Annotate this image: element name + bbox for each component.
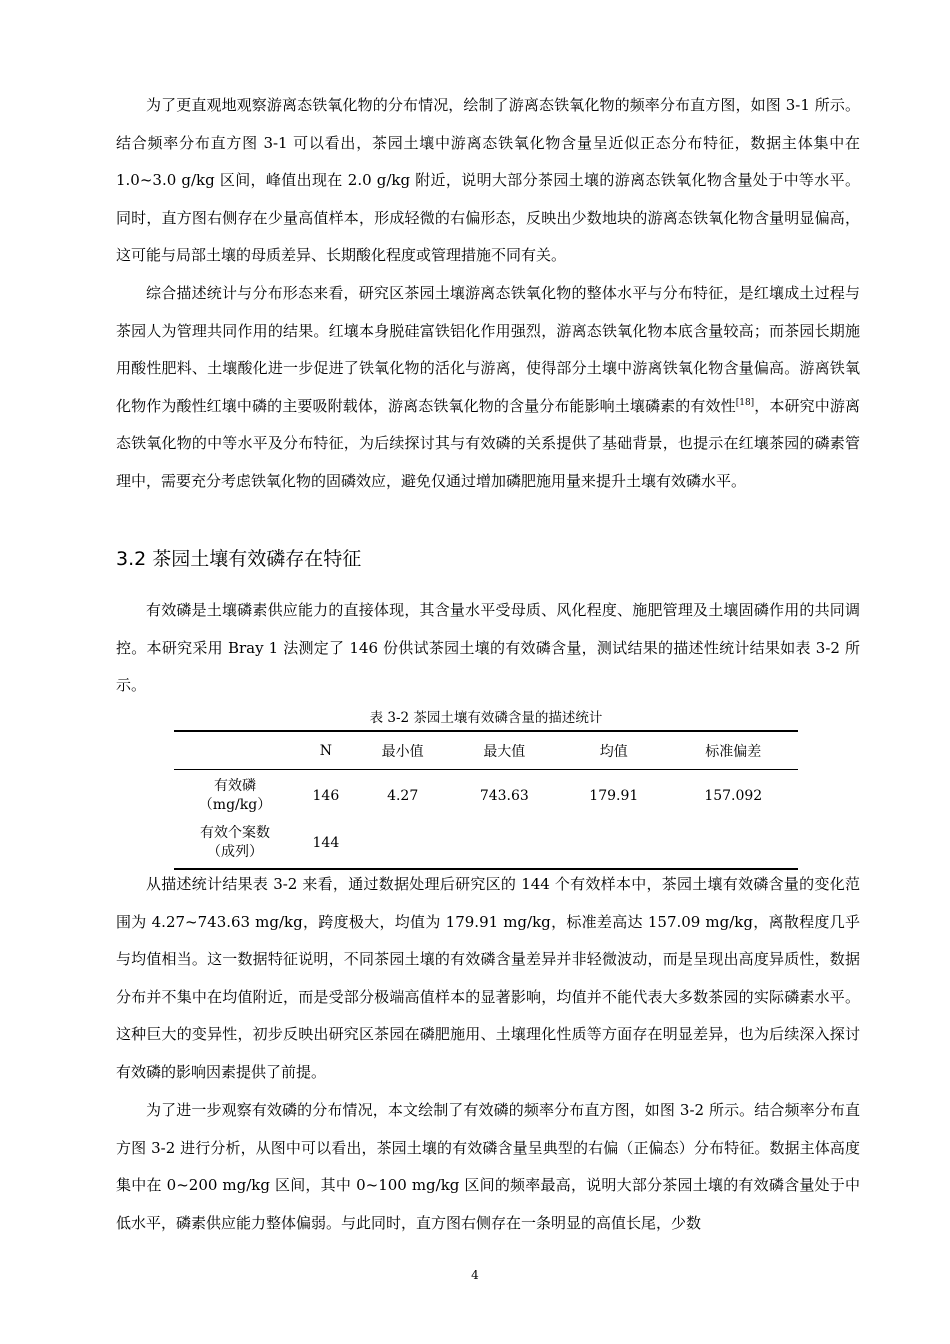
header-cell-max: 最大值: [450, 731, 559, 770]
row-label-note: （成列）: [207, 844, 263, 860]
cell-empty: [669, 818, 798, 869]
paragraph-text: ，本研究中游离态铁氧化物的中等水平及分布特征，为后续探讨其与有效磷的关系提供了基础背景，也提示在红壤茶园的磷素管理中，需要充分考虑铁氧化物的固磷效应，避免仅通过增加磷肥施用量来提升土壤有效磷水平。: [116, 396, 860, 490]
paragraph-stats-interpretation: 从描述统计结果表 3-2 来看，通过数据处理后研究区的 144 个有效样本中，茶园土壤有效磷含量的变化范围为 4.27~743.63 mg/kg，跨度极大，均值为 179.91 mg/kg，标准差高达 157.09 mg/kg，离散程度几乎与均值相当。这一数据特征说明，不同茶园土壤的有效磷含量差异并非轻微波动，而是呈现出高度异质性，数据分布并不集中在均值附近，而是受部分极端高值样本的显著影响，均值并不能代表大多数茶园的实际磷素水平。这种巨大的变异性，初步反映出研究区茶园在磷肥施用、土壤理化性质等方面存在明显差异，也为后续深入探讨有效磷的影响因素提供了前提。: [116, 875, 860, 1081]
citation-reference[interactable]: [18]: [735, 397, 755, 408]
paragraph-available-phosphorus-intro: 有效磷是土壤磷素供应能力的直接体现，其含量水平受母质、风化程度、施肥管理及土壤固磷作用的共同调控。本研究采用 Bray 1 法测定了 146 份供试茶园土壤的有效磷含量，测试结果的描述性统计结果如表 3-2 所示。: [116, 601, 860, 695]
row-label-line: 有效个案数: [200, 825, 270, 841]
table-row: [174, 818, 798, 869]
paragraph-text: 综合描述统计与分布形态来看，研究区茶园土壤游离态铁氧化物的整体水平与分布特征，是红壤成土过程与茶园人为管理共同作用的结果。红壤本身脱硅富铁铝化作用强烈，游离态铁氧化物本底含量较高；而茶园长期施用酸性肥料、土壤酸化进一步促进了铁氧化物的活化与游离，使得部分土壤中游离铁氧化物含量偏高。游离铁氧化物作为酸性红壤中磷的主要吸附载体，游离态铁氧化物的含量分布能影响土壤磷素的有效性: [116, 284, 860, 415]
cell-max: 743.63: [479, 787, 529, 804]
header-cell-mean: 均值: [559, 731, 668, 770]
descriptive-stats-table: [174, 730, 798, 870]
table-caption: 表 3-2 茶园土壤有效磷含量的描述统计: [369, 710, 603, 726]
cell-empty: [356, 818, 450, 869]
table-header-row: [174, 731, 798, 770]
table-row: [174, 770, 798, 819]
cell-n: 144: [296, 818, 356, 869]
row-label: [174, 770, 296, 819]
cell-empty: [450, 818, 559, 869]
header-cell-n: N: [296, 731, 356, 770]
row-label-line: 有效磷: [214, 778, 256, 794]
paragraph-iron-oxide-histogram: 为了更直观地观察游离态铁氧化物的分布情况，绘制了游离态铁氧化物的频率分布直方图，如图 3-1 所示。结合频率分布直方图 3-1 可以看出，茶园土壤中游离态铁氧化物含量呈近似正态分布特征，数据主体集中在 1.0~3.0 g/kg 区间，峰值出现在 2.0 g/kg 附近，说明大部分茶园土壤的游离态铁氧化物含量处于中等水平。同时，直方图右侧存在少量高值样本，形成轻微的右偏形态，反映出少数地块的游离态铁氧化物含量明显偏高，这可能与局部土壤的母质差异、长期酸化程度或管理措施不同有关。: [116, 96, 860, 265]
header-cell-std: 标准偏差: [669, 731, 798, 770]
cell-empty: [559, 818, 668, 869]
header-cell-empty: [174, 731, 296, 770]
cell-mean: 179.91: [589, 787, 639, 804]
row-label-unit: （mg/kg）: [198, 797, 272, 813]
section-heading: 3.2 茶园土壤有效磷存在特征: [116, 548, 362, 570]
page-number: 4: [471, 1268, 479, 1282]
row-label: [174, 818, 296, 869]
cell-std: 157.092: [704, 787, 763, 804]
cell-n: 146: [312, 787, 340, 804]
cell-min: 4.27: [387, 787, 419, 804]
paragraph-iron-oxide-summary: [116, 275, 860, 501]
paragraph-phosphorus-histogram: 为了进一步观察有效磷的分布情况，本文绘制了有效磷的频率分布直方图，如图 3-2 所示。结合频率分布直方图 3-2 进行分析，从图中可以看出，茶园土壤的有效磷含量呈典型的右偏（正偏态）分布特征。数据主体高度集中在 0~200 mg/kg 区间，其中 0~100 mg/kg 区间的频率最高，说明大部分茶园土壤的有效磷含量处于中低水平，磷素供应能力整体偏弱。与此同时，直方图右侧存在一条明显的高值长尾，少数: [116, 1101, 860, 1232]
header-cell-min: 最小值: [356, 731, 450, 770]
